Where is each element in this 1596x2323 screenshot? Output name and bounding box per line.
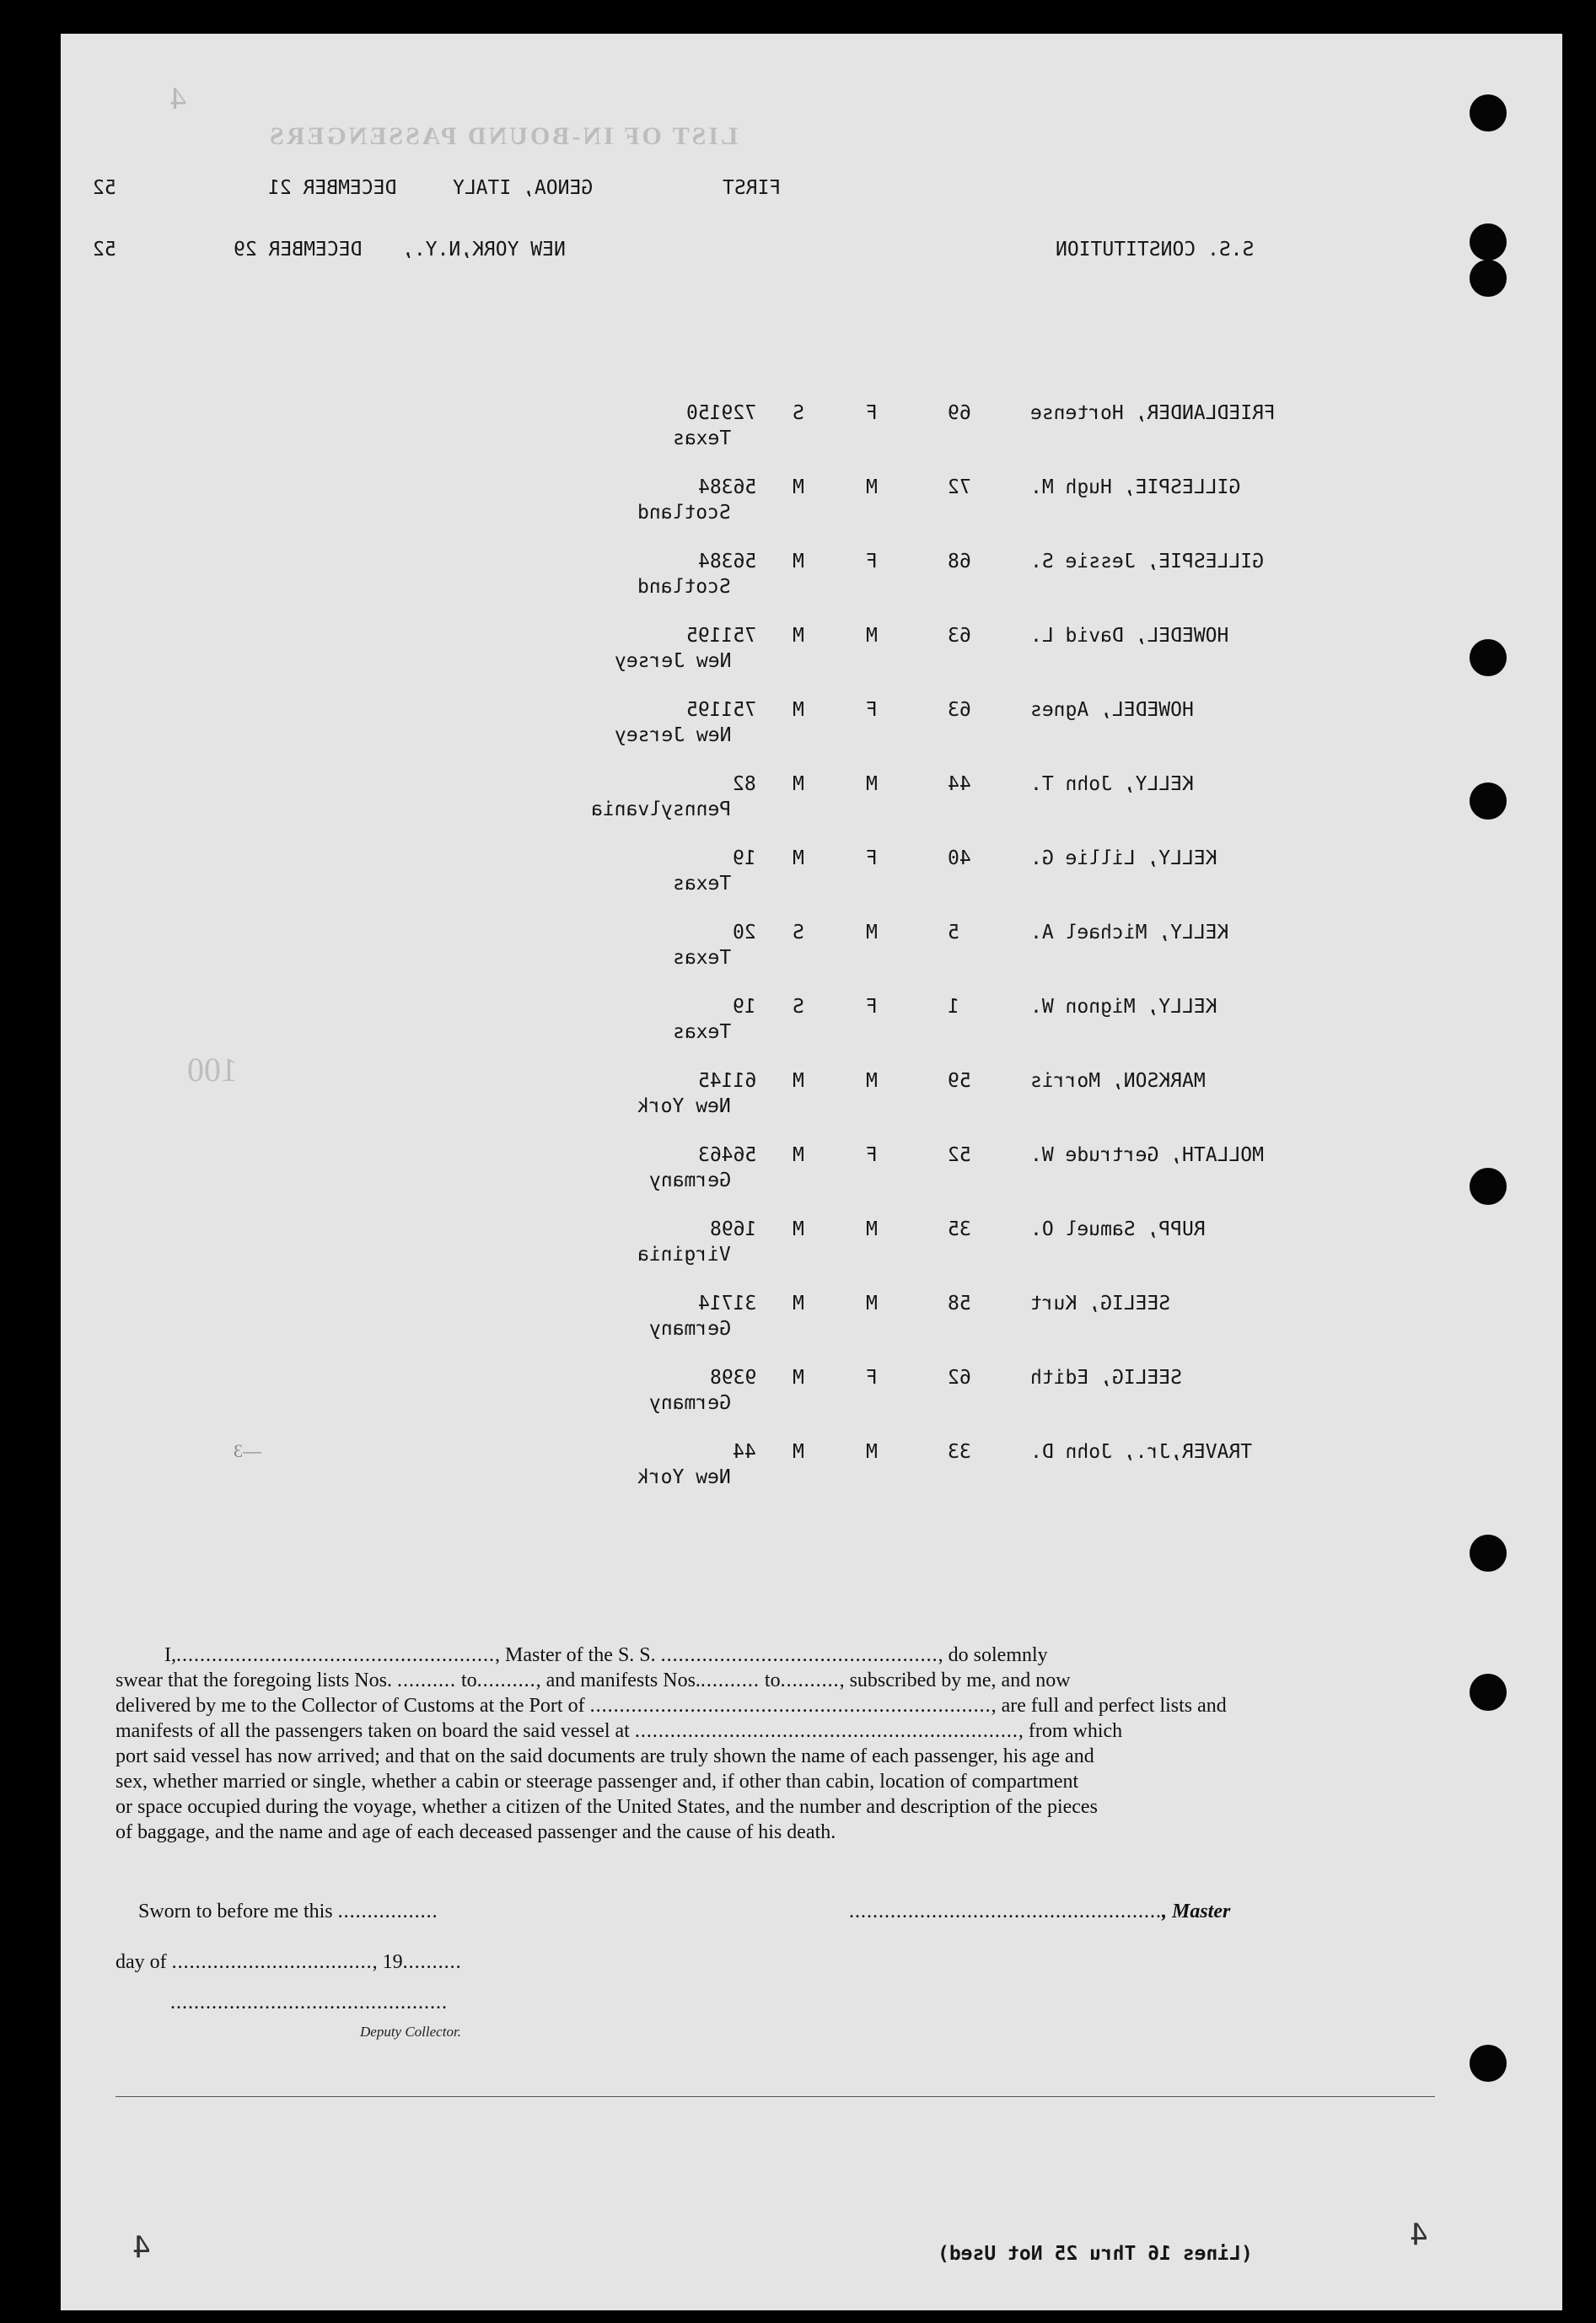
passenger-residence: Pennsylvania [590,799,731,820]
master-line: ....................................................., Master [849,1901,1231,1922]
passenger-name: RUPP, Samuel O. [1030,1218,1206,1240]
oath-text: I,......................................................, Master of the S. S. ..............................................., do solemnly swear that the foregoing lists Nos. .......... to.........., and manifests Nos........... to.........., subscribed by me, and now delivered by me to the Collector of Customs at the Port of ...................................................................., are full and perfect lists and manifests of all the passengers taken on board the said vessel at ................................................................., from which port said vessel has now arrived; and that on the said documents are truly shown the name of each passenger, his age and sex, whether married or single, whether a cabin or steerage passenger and, if other than cabin, location of compartment or space occupied during the voyage, whether a citizen of the United States, and the number and description of the pieces of baggage, and the name and age of each deceased passenger and the cause of his death. [116,1644,1227,1843]
passenger-residence: Germany [649,1170,731,1191]
passenger-age: 33 [948,1441,971,1463]
punch-hole [1470,1674,1507,1711]
passenger-age: 69 [948,402,971,424]
punch-hole [1470,223,1507,261]
bottom-rule [116,2096,1435,2097]
deputy-collector-label: Deputy Collector. [360,2024,461,2040]
passenger-name: MOLLATH, Gertrude W. [1030,1144,1264,1166]
passenger-residence: Texas [672,1021,731,1043]
deputy-signature-line: ............................................... [170,1992,448,2014]
passenger-residence: New Jersey [614,650,731,672]
ship-name: S.S. CONSTITUTION [1056,239,1255,261]
passenger-name: HOWEDEL, David L. [1030,625,1229,647]
passenger-number: 82 [733,773,756,795]
faint-dash: —3 [234,1440,261,1461]
passenger-number: 751195 [685,625,756,647]
day-of-line: day of .................................., 19.......... [116,1951,462,1973]
passenger-sex: F [866,551,878,573]
passenger-marital-status: M [793,1441,804,1463]
passenger-number: 56384 [697,551,756,573]
passenger-number: 1698 [709,1218,756,1240]
arrival-port: NEW YORK,N.Y., [402,239,566,261]
footer-left-number: 4 [132,2230,151,2265]
passenger-sex: F [866,847,878,869]
faint-stamp: 100 [187,1051,238,1089]
passenger-marital-status: M [793,1218,804,1240]
passenger-age: 5 [948,922,959,944]
passenger-name: SEELIG, Kurt [1030,1293,1171,1315]
footer-note: (Lines 16 Thru 25 Not Used) [938,2243,1253,2265]
passenger-marital-status: S [793,402,804,424]
passenger-sex: F [866,1367,878,1389]
passenger-number: 729150 [685,402,756,424]
passenger-number: 751195 [685,699,756,721]
passenger-residence: New Jersey [614,724,731,746]
passenger-age: 72 [948,476,971,498]
passenger-sex: F [866,996,878,1018]
punch-hole [1470,260,1507,297]
passenger-age: 40 [948,847,971,869]
passenger-number: 61145 [697,1070,756,1092]
passenger-sex: M [866,625,878,647]
passenger-age: 52 [948,1144,971,1166]
passenger-age: 1 [948,996,959,1018]
passenger-residence: Germany [649,1318,731,1340]
punch-hole [1470,94,1507,132]
passenger-age: 44 [948,773,971,795]
punch-hole [1470,2045,1507,2082]
manifest-page [61,34,1562,2310]
passenger-residence: New York [637,1095,731,1117]
faint-form-title: LIST OF IN-BOUND PASSENGERS [267,122,739,150]
passenger-residence: Scotland [637,576,731,598]
passenger-number: 9398 [709,1367,756,1389]
passenger-residence: Texas [672,873,731,895]
passenger-residence: Germany [649,1392,731,1414]
passenger-sex: F [866,699,878,721]
punch-hole [1470,639,1507,676]
passenger-age: 68 [948,551,971,573]
passenger-number: 20 [733,922,756,944]
passenger-name: SEELIG, Edith [1030,1367,1183,1389]
passenger-residence: New York [637,1466,731,1488]
passenger-name: KELLY, John T. [1030,773,1194,795]
departure-date: DECEMBER 21 [268,177,397,199]
passenger-marital-status: M [793,1144,804,1166]
corner-number: 4 [170,81,186,116]
punch-hole [1470,782,1507,820]
punch-hole [1470,1535,1507,1572]
passenger-name: FRIEDLANDER, Hortense [1030,402,1276,424]
passenger-marital-status: M [793,847,804,869]
sworn-line: Sworn to before me this ................. [138,1901,438,1922]
passenger-sex: M [866,476,878,498]
passenger-sex: M [866,1070,878,1092]
passenger-name: TRAVER,Jr., John D. [1030,1441,1253,1463]
passenger-marital-status: M [793,773,804,795]
passenger-age: 62 [948,1367,971,1389]
passenger-sex: F [866,1144,878,1166]
class-label: FIRST [723,177,782,199]
passenger-number: 56384 [697,476,756,498]
passenger-name: GILLESPIE, Hugh M. [1030,476,1241,498]
passenger-residence: Scotland [637,502,731,524]
departure-year: 52 [93,177,116,199]
passenger-marital-status: M [793,1293,804,1315]
passenger-number: 44 [733,1441,756,1463]
departure-port: GENOA, ITALY [453,177,594,199]
passenger-age: 58 [948,1293,971,1315]
passenger-number: 19 [733,996,756,1018]
passenger-sex: F [866,402,878,424]
passenger-sex: M [866,773,878,795]
passenger-marital-status: M [793,1367,804,1389]
passenger-residence: Texas [672,427,731,449]
footer-right-number: 4 [1410,2218,1428,2252]
passenger-age: 63 [948,625,971,647]
passenger-name: HOWEDEL, Agnes [1030,699,1194,721]
passenger-sex: M [866,1218,878,1240]
passenger-sex: M [866,1441,878,1463]
passenger-name: MARKSON, Morris [1030,1070,1206,1092]
passenger-marital-status: M [793,476,804,498]
punch-hole [1470,1168,1507,1205]
passenger-number: 19 [733,847,756,869]
passenger-name: KELLY, Mignon W. [1030,996,1217,1018]
passenger-age: 63 [948,699,971,721]
passenger-sex: M [866,922,878,944]
passenger-name: GILLESPIE, Jessie S. [1030,551,1264,573]
passenger-marital-status: S [793,922,804,944]
passenger-name: KELLY, Lillie G. [1030,847,1217,869]
passenger-name: KELLY, Michael A. [1030,922,1229,944]
passenger-age: 59 [948,1070,971,1092]
passenger-sex: M [866,1293,878,1315]
passenger-residence: Texas [672,947,731,969]
passenger-residence: Virginia [637,1244,731,1266]
passenger-marital-status: S [793,996,804,1018]
passenger-marital-status: M [793,551,804,573]
passenger-number: 31714 [697,1293,756,1315]
passenger-marital-status: M [793,625,804,647]
passenger-age: 35 [948,1218,971,1240]
arrival-year: 52 [93,239,116,261]
arrival-date: DECEMBER 29 [234,239,363,261]
passenger-marital-status: M [793,1070,804,1092]
passenger-number: 56463 [697,1144,756,1166]
passenger-marital-status: M [793,699,804,721]
